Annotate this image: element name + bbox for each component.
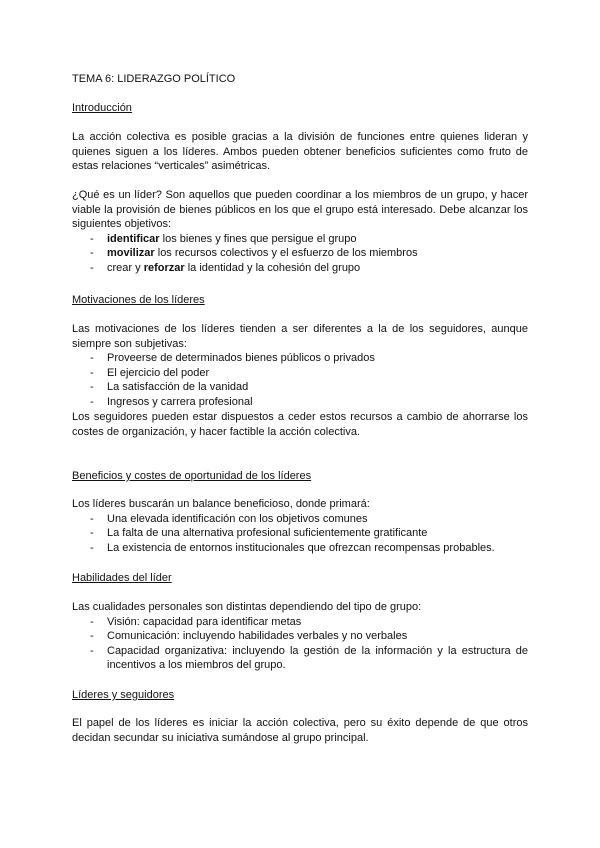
benefits-list bbox=[72, 512, 528, 556]
list-item: - La falta de una alternativa profesional suficientemente gratificante bbox=[72, 526, 528, 541]
heading-habilidades: Habilidades del líder bbox=[72, 572, 172, 584]
heading-motivaciones: Motivaciones de los líderes bbox=[72, 294, 205, 306]
document-title: TEMA 6: LIDERAZGO POLÍTICO bbox=[72, 73, 236, 85]
list-item: - La existencia de entornos institucionales que ofrezcan recompensas probables. bbox=[72, 541, 528, 556]
list-item: - movilizar los recursos colectivos y el esfuerzo de los miembros bbox=[72, 246, 528, 261]
objectives-list bbox=[72, 232, 528, 276]
list-item: - Ingresos y carrera profesional bbox=[72, 395, 528, 410]
skills-list bbox=[72, 615, 528, 673]
motivations-paragraph-2: Los seguidores pueden estar dispuestos a ceder estos recursos a cambio de ahorrarse los costes de organización, y hacer factible la acción colectiva. bbox=[72, 411, 528, 438]
list-item: - Capacidad organizativa: incluyendo la gestión de la información y la estructura de incentivos a los miembros del grupo. bbox=[72, 644, 528, 673]
motivations-paragraph-1: Las motivaciones de los líderes tienden a ser diferentes a la de los seguidores, aunque siempre son subjetivas: - Proveerse de determinados bienes públicos o privados - El ejercicio del poder - La satisfacción de la vanidad - Ingresos y carrera profesional bbox=[72, 322, 528, 409]
followers-paragraph: El papel de los líderes es iniciar la acción colectiva, pero su éxito depende de que otros decidan secundar su iniciativa sumándose al grupo principal. bbox=[72, 717, 528, 744]
benefits-paragraph: Los líderes buscarán un balance beneficioso, donde primará: - Una elevada identificación con los objetivos comunes - La falta de una alternativa profesional suficientemente gratificante - La existencia de entornos institucionales que ofrezcan recompensas probables. bbox=[72, 497, 528, 555]
heading-lideres-seguidores: Líderes y seguidores bbox=[72, 689, 175, 701]
list-item: - Visión: capacidad para identificar metas bbox=[72, 615, 528, 630]
heading-beneficios: Beneficios y costes de oportunidad de los líderes bbox=[72, 470, 312, 482]
intro-paragraph-1: La acción colectiva es posible gracias a la división de funciones entre quienes lideran y quienes siguen a los líderes. Ambos pueden obtener beneficios suficientes como fruto de estas relaciones “verticales” asimétricas. bbox=[72, 131, 528, 172]
heading-introduccion: Introducción bbox=[72, 102, 132, 114]
list-item: - identificar los bienes y fines que persigue el grupo bbox=[72, 232, 528, 247]
intro-paragraph-2: ¿Qué es un líder? Son aquellos que pueden coordinar a los miembros de un grupo, y hacer viable la provisión de bienes públicos en los que el grupo está interesado. Debe alcanzar los siguientes objetivos: - identificar los bienes y fines que persigue el grupo - movilizar los recursos colectivos y el esfuerzo de los miembros - crear y reforzar la identidad y la cohesión del grupo bbox=[72, 188, 528, 275]
skills-paragraph: Las cualidades personales son distintas dependiendo del tipo de grupo: - Visión: capacidad para identificar metas - Comunicación: incluyendo habilidades verbales y no verbales - Capacidad organizativa: incluyendo la gestión de la información y la estructura de incentivos a los miembros del grupo. bbox=[72, 600, 528, 673]
list-item: - El ejercicio del poder bbox=[72, 366, 528, 381]
list-item: - Comunicación: incluyendo habilidades verbales y no verbales bbox=[72, 629, 528, 644]
list-item: - Proveerse de determinados bienes públicos o privados bbox=[72, 351, 528, 366]
list-item: - crear y reforzar la identidad y la cohesión del grupo bbox=[72, 261, 528, 276]
list-item: - La satisfacción de la vanidad bbox=[72, 380, 528, 395]
motivations-list bbox=[72, 351, 528, 409]
list-item: - Una elevada identificación con los objetivos comunes bbox=[72, 512, 528, 527]
